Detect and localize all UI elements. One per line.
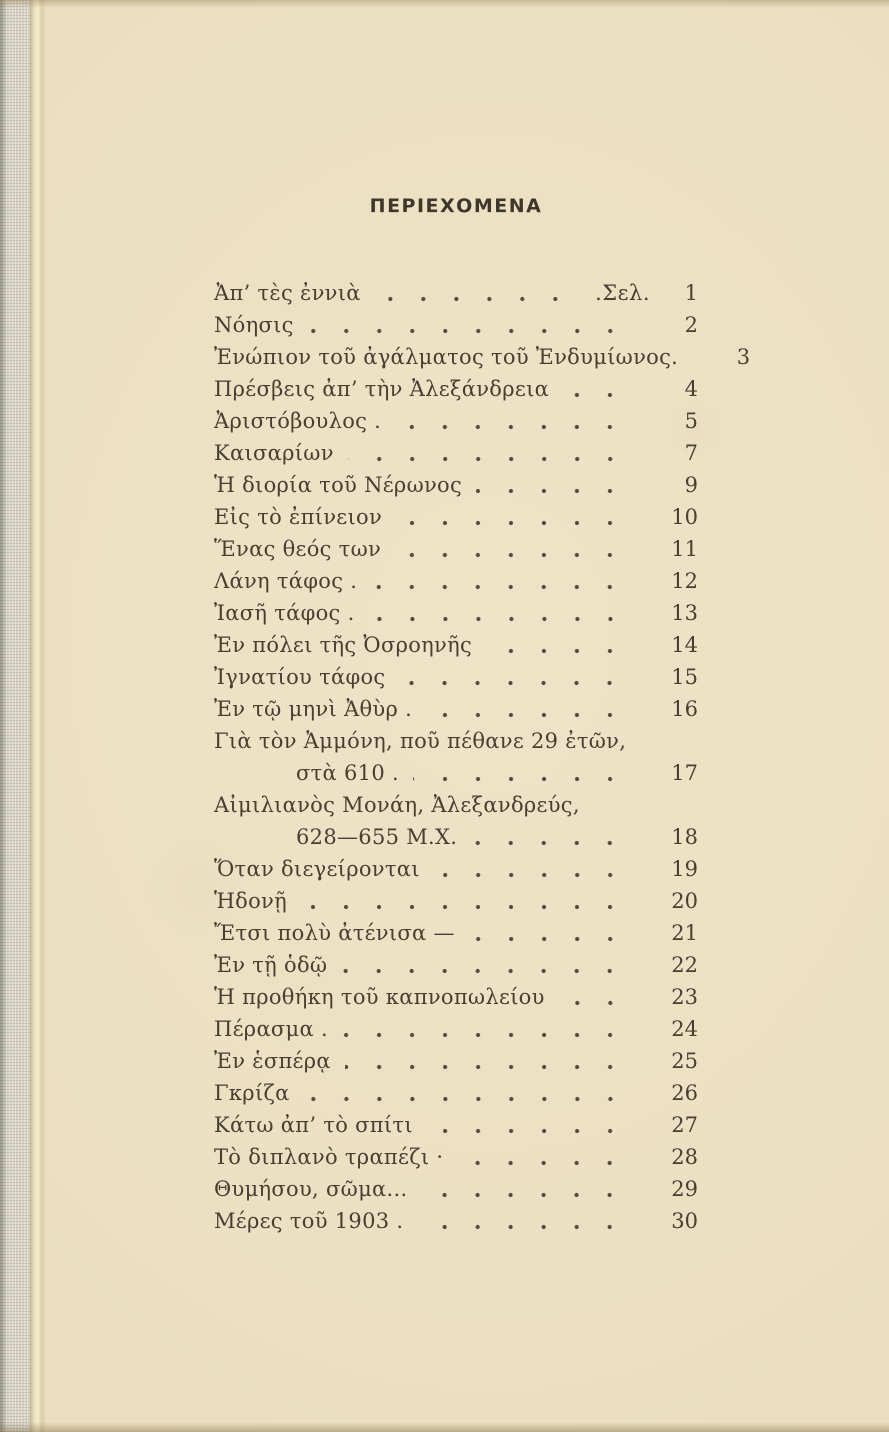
toc-entry-page: 24 <box>671 1017 698 1041</box>
toc-entry-title: 628—655 Μ.Χ. <box>296 825 458 849</box>
toc-entry-title: Ἰασῆ τάφος . <box>214 601 355 625</box>
toc-entry-page: 27 <box>671 1113 698 1137</box>
toc-entry-page: 28 <box>671 1145 698 1169</box>
toc-row <box>214 565 698 597</box>
dot-leader <box>413 776 640 782</box>
toc-entry-page: 7 <box>684 441 698 465</box>
toc-entry-title: Ἀριστόβουλος . <box>214 409 382 433</box>
toc-row <box>214 1045 698 1077</box>
dot-leader <box>476 488 640 494</box>
toc-row <box>214 693 698 725</box>
toc-row <box>214 853 698 885</box>
toc-entry-page: 20 <box>671 889 698 913</box>
dot-leader <box>594 808 640 814</box>
toc-row <box>214 1141 698 1173</box>
toc-row <box>214 1109 698 1141</box>
toc-entry-page: 25 <box>671 1049 698 1073</box>
toc-row <box>214 757 698 789</box>
toc-entry-page: 15 <box>671 665 698 689</box>
page-title: ΠΕΡΙΕΧΟΜΕΝΑ <box>369 195 543 217</box>
dot-leader <box>301 904 640 910</box>
paper-deckle-edge <box>30 0 46 1432</box>
toc-entry-title: Ὅταν διεγείρονται <box>214 857 420 881</box>
toc-entry-page: 23 <box>671 985 698 1009</box>
toc-entry-title: Ἕνας θεός των <box>214 537 382 561</box>
dot-leader <box>369 616 640 622</box>
toc-entry-page: 4 <box>684 377 698 401</box>
toc-row <box>214 629 698 661</box>
toc-entry-page: 11 <box>671 537 698 561</box>
toc-entry-page: 19 <box>671 857 698 881</box>
toc-entry-title: Μέρες τοῦ 1903 . <box>214 1209 404 1233</box>
dot-leader <box>421 1192 640 1198</box>
toc-entry-title: Θυμήσου, σῶμα... <box>214 1177 408 1201</box>
dot-leader <box>469 936 640 942</box>
toc-entry-title: Εἰς τὸ ἐπίνειον <box>214 505 383 529</box>
toc-entry-page: 2 <box>684 313 698 337</box>
toc-row <box>214 661 698 693</box>
dot-leader <box>345 1064 640 1070</box>
toc-entry-page: 17 <box>671 761 698 785</box>
toc-entry-page: 22 <box>671 953 698 977</box>
toc-entry-title: Ἐνώπιον τοῦ ἀγάλματος τοῦ Ἐνδυμίωνος. <box>214 345 679 369</box>
dot-leader <box>348 456 640 462</box>
toc-entry-page: 3 <box>736 345 751 369</box>
table-of-contents <box>214 195 751 1237</box>
toc-entry-page: 21 <box>671 921 698 945</box>
toc-row <box>214 437 698 469</box>
toc-entry-title: Ἐν ἑσπέρᾳ <box>214 1049 331 1073</box>
dot-leader <box>342 1032 640 1038</box>
toc-row <box>214 597 698 629</box>
toc-entry-title: Λάνη τάφος . <box>214 569 358 593</box>
dot-leader <box>486 648 640 654</box>
toc-entry-title: Καισαρίων <box>214 441 334 465</box>
toc-entry-page: 29 <box>671 1177 698 1201</box>
toc-entry-page: 10 <box>671 505 698 529</box>
toc-row <box>214 981 698 1013</box>
toc-list <box>214 277 751 1237</box>
toc-entry-title: Κάτω ἀπ’ τὸ σπίτι <box>214 1113 413 1137</box>
toc-entry-title: Τὸ διπλανὸ τραπέζι · <box>214 1145 444 1169</box>
toc-entry-page: 13 <box>671 601 698 625</box>
toc-row <box>214 917 698 949</box>
toc-entry-page: 1 <box>684 281 698 305</box>
toc-row <box>214 341 751 373</box>
dot-leader <box>559 1000 640 1006</box>
dot-leader <box>396 520 640 526</box>
toc-row <box>214 1205 698 1237</box>
dot-leader <box>395 424 640 430</box>
toc-row <box>214 949 698 981</box>
dot-leader <box>308 328 640 334</box>
dot-leader <box>304 1096 640 1102</box>
toc-entry-title: Ἡδονῇ <box>214 889 287 913</box>
dot-leader <box>427 1128 640 1134</box>
toc-row <box>214 1013 698 1045</box>
dot-leader <box>375 296 585 302</box>
toc-row <box>214 277 698 309</box>
dot-leader <box>341 968 640 974</box>
dot-leader <box>434 872 640 878</box>
toc-entry-title: Ἰγνατίου τάφος <box>214 665 386 689</box>
toc-entry-title: στὰ 610 . <box>296 761 399 785</box>
toc-entry-title: Γιὰ τὸν Ἀμμόνη, ποῦ πέθανε 29 ἐτῶν, <box>214 729 627 753</box>
toc-entry-title: Πέρασμα . <box>214 1017 328 1041</box>
toc-entry-title: Αἰμιλιανὸς Μονάη, Ἀλεξανδρεύς, <box>214 793 580 817</box>
toc-row <box>214 469 698 501</box>
toc-row <box>214 533 698 565</box>
toc-entry-page: 14 <box>671 633 698 657</box>
toc-entry-title: Ἀπ’ τὲς ἐννιὰ <box>214 281 361 305</box>
toc-entry-title: Ἐν πόλει τῆς Ὀσροηνῆς <box>214 633 473 657</box>
toc-entry-page: 30 <box>671 1209 698 1233</box>
toc-row <box>214 309 698 341</box>
toc-row <box>214 373 698 405</box>
toc-entry-title: Γκρίζα <box>214 1081 290 1105</box>
toc-entry-page: 5 <box>684 409 698 433</box>
toc-row <box>214 1077 698 1109</box>
toc-entry-page: 9 <box>684 473 698 497</box>
toc-row <box>214 725 698 757</box>
toc-entry-title: Ἔτσι πολὺ ἀτένισα — <box>214 921 455 945</box>
toc-row <box>214 789 698 821</box>
toc-entry-title: Ἡ προθήκη τοῦ καπνοπωλείου <box>214 985 545 1009</box>
toc-entry-title: Ἐν τῷ μηνὶ Ἀθὺρ . <box>214 697 413 721</box>
toc-entry-page: 16 <box>671 697 698 721</box>
dot-leader <box>395 552 640 558</box>
toc-entry-title: Νόησις <box>214 313 294 337</box>
toc-entry-title: Ἡ διορία τοῦ Νέρωνος <box>214 473 463 497</box>
dot-leader <box>417 1224 640 1230</box>
left-edge-shadow <box>0 0 7 1432</box>
toc-row <box>214 885 698 917</box>
toc-entry-page: 12 <box>671 569 698 593</box>
dot-leader <box>457 1160 640 1166</box>
toc-row <box>214 501 698 533</box>
toc-row <box>214 821 698 853</box>
toc-entry-page: 18 <box>671 825 698 849</box>
dot-leader <box>371 584 640 590</box>
toc-entry-page: 26 <box>671 1081 698 1105</box>
dot-leader <box>426 712 640 718</box>
dot-leader <box>399 680 640 686</box>
toc-row <box>214 405 698 437</box>
toc-row <box>214 1173 698 1205</box>
toc-entry-title: Ἐν τῇ ὁδῷ <box>214 953 328 977</box>
dot-leader <box>563 392 640 398</box>
toc-entry-title: Πρέσβεις ἀπ’ τὴν Ἀλεξάνδρεια <box>214 377 550 401</box>
dot-leader <box>471 840 640 846</box>
page-column-label: .Σελ. <box>595 281 650 305</box>
